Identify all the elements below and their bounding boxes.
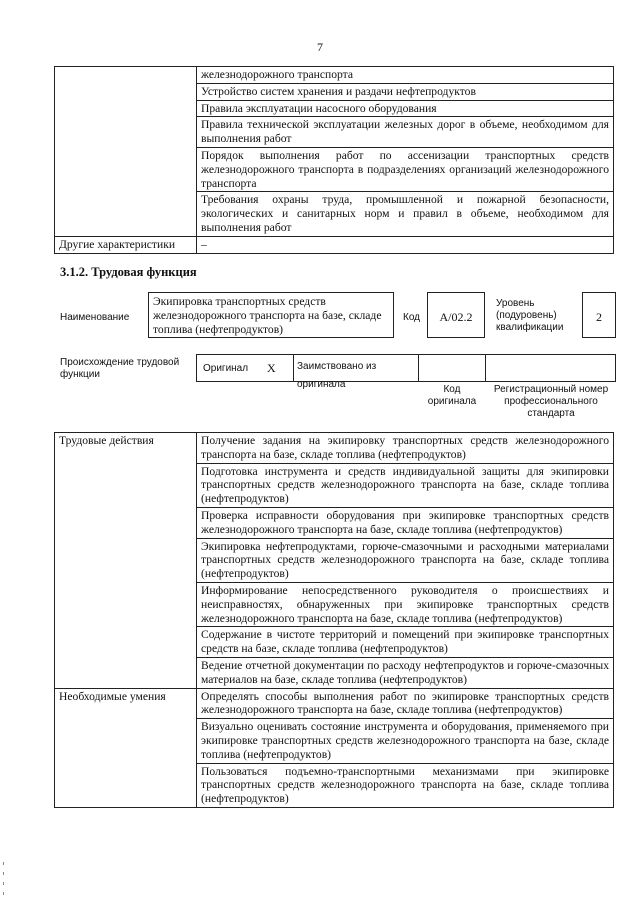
page-number: 7 [317,40,323,54]
registration-number-cell [485,354,616,382]
code-label: Код [403,312,421,323]
list-item: Ведение отчетной документации по расходу нефтепродуктов и горюче-смазочных материалов на базе, складе топлива (нефтепродуктов) [197,657,614,688]
function-code-box: A/02.2 [427,292,485,338]
original-cell [196,354,294,382]
original-code-cell [418,354,486,382]
empty-label-cell [55,67,197,237]
other-characteristics-value: – [197,236,614,253]
list-item: железнодорожного транспорта [197,67,614,84]
list-item: Содержание в чистоте территорий и помещений при экипировке транспортных средств на базе, складе топлива (нефтепродуктов) [197,627,614,658]
labor-function-table [54,432,614,808]
origin-label: Происхождение трудовой функции [60,357,180,380]
skills-label: Необходимые умения [55,688,197,807]
original-label: Оригинал [203,363,249,374]
table-row [55,236,614,253]
name-label: Наименование [60,312,130,323]
list-item: Экипировка нефтепродуктами, горюче-смазочными и расходными материалами транспортных средств железнодорожного транспорта на базе, складе топлива (нефтепродуктов) [197,538,614,582]
list-item: Требования охраны труда, промышленной и пожарной безопасности, экологических и санитарных норм и правил в объеме, необходимом для выполнения работ [197,192,614,236]
list-item: Пользоваться подъемно-транспортными механизмами при экипировке транспортных средств железнодорожного транспорта на базе, складе топлива (нефтепродуктов) [197,763,614,807]
borrowed-cell [293,354,419,390]
table-row [55,688,614,719]
list-item: Правила технической эксплуатации железных дорог в объеме, необходимом для выполнения работ [197,117,614,148]
list-item: Визуально оценивать состояние инструмента и оборудования, применяемого при экипировке транспортных средств железнодорожного транспорта на базе, складе топлива (нефтепродуктов) [197,719,614,763]
scan-margin-marks [0,860,10,905]
list-item: Проверка исправности оборудования при экипировке транспортных средств железнодорожного транспорта на базе, складе топлива (нефтепродуктов) [197,507,614,538]
list-item: Порядок выполнения работ по ассенизации транспортных средств железнодорожного транспорта в подразделениях организаций железнодорожного транспорта [197,147,614,191]
section-title: 3.1.2. Трудовая функция [60,265,197,279]
top-requirements-table [54,66,614,254]
code-caption: Код оригинала [427,384,477,407]
other-characteristics-label: Другие характеристики [55,236,197,253]
level-label: Уровень (подуровень) квалификации [496,298,564,333]
borrowed-label: Заимствовано из оригинала [297,361,377,390]
registration-caption: Регистрационный номер профессионального стандарта [493,384,609,419]
original-mark: X [267,361,276,375]
list-item: Определять способы выполнения работ по экипировке транспортных средств железнодорожного транспорта на базе, складе топлива (нефтепродуктов) [197,688,614,719]
table-row [55,433,614,464]
table-row [55,67,614,84]
list-item: Подготовка инструмента и средств индивидуальной защиты для экипировки транспортных средств железнодорожного транспорта на базе, складе топлива (нефтепродуктов) [197,463,614,507]
list-item: Информирование непосредственного руководителя о происшествиях и неисправностях, обнаруженных при экипировке транспортных средств железнодорожного транспорта на базе, складе топлива (нефтепродуктов) [197,582,614,626]
level-value-box: 2 [582,292,616,338]
function-name-box: Экипировка транспортных средств железнодорожного транспорта на базе, складе топлива (нефтепродуктов) [148,292,394,338]
list-item: Правила эксплуатации насосного оборудования [197,100,614,117]
list-item: Устройство систем хранения и раздачи нефтепродуктов [197,83,614,100]
list-item: Получение задания на экипировку транспортных средств железнодорожного транспорта на базе, складе топлива (нефтепродуктов) [197,433,614,464]
actions-label: Трудовые действия [55,433,197,689]
